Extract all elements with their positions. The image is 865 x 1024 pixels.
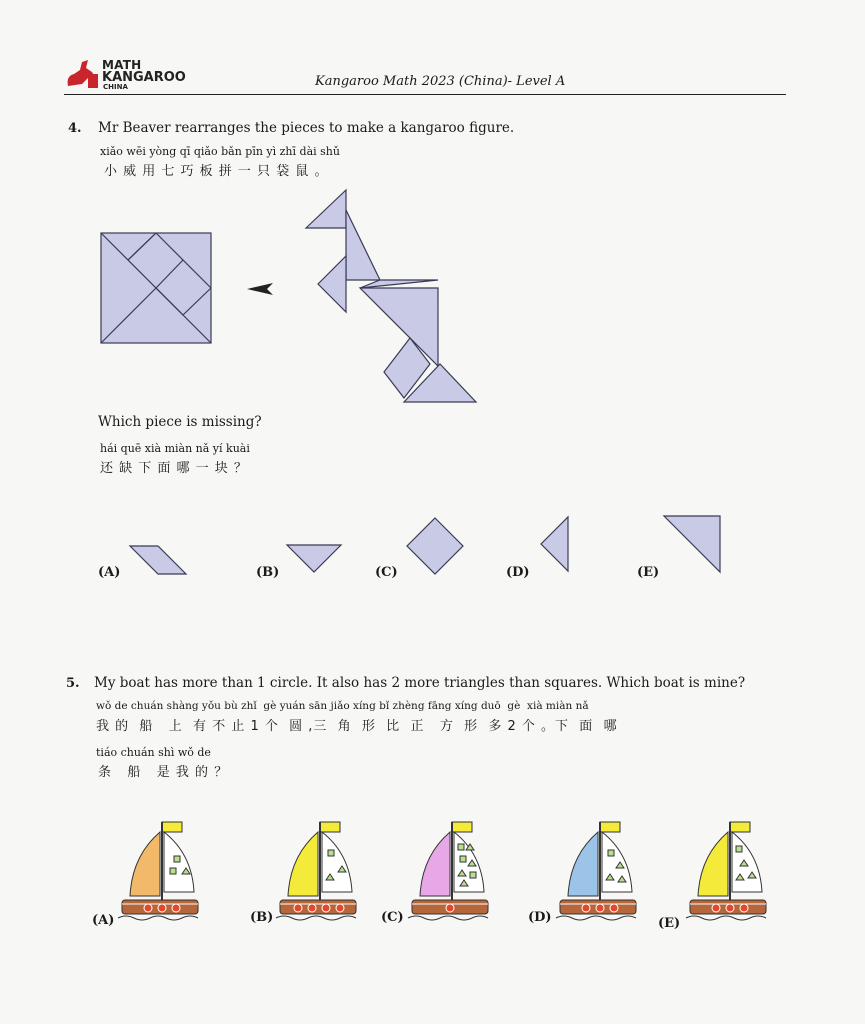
q5-boat-a[interactable] <box>118 820 202 924</box>
question-4-text: Mr Beaver rearranges the pieces to make a kangaroo figure. <box>98 120 515 136</box>
question-5-pinyin-line1: wǒ de chuán shàng yǒu bù zhǐ gè yuán sān jiǎo xíng bǐ zhèng fāng xíng duō gè xià miàn nǎ <box>96 700 589 712</box>
q5-boat-e[interactable] <box>686 820 770 924</box>
logo-text-math: MATH <box>102 58 142 72</box>
q5-option-d-label[interactable]: (D) <box>528 910 552 925</box>
question-5-hanzi-line1: 我 的 船 上 有 不 止 1 个 圆 ,三 角 形 比 正 方 形 多 2 个 。下 面 哪 <box>96 719 618 734</box>
q4-option-d-label[interactable]: (D) <box>506 565 530 580</box>
q4-option-d-triangle[interactable] <box>538 515 574 575</box>
kangaroo-tangram-figure <box>300 188 480 408</box>
q4-option-c-label[interactable]: (C) <box>375 565 398 580</box>
logo-text-kangaroo: KANGAROO <box>102 70 186 85</box>
q4-option-b-triangle[interactable] <box>285 543 345 575</box>
question-5-pinyin-line2: tiáo chuán shì wǒ de <box>96 746 211 759</box>
q5-boat-c[interactable] <box>408 820 492 924</box>
question-5-text: My boat has more than 1 circle. It also has 2 more triangles than squares. Which boat is mine? <box>94 675 746 691</box>
q4-option-a-label[interactable]: (A) <box>98 565 121 580</box>
q4-option-c-square[interactable] <box>405 516 465 576</box>
question-4-hanzi: 小 威 用 七 巧 板 拼 一 只 袋 鼠 。 <box>104 164 329 179</box>
q5-option-a-label[interactable]: (A) <box>92 913 115 928</box>
header-divider <box>64 94 786 95</box>
kangaroo-logo-icon <box>62 56 104 92</box>
page-title: Kangaroo Math 2023 (China)- Level A <box>315 74 566 89</box>
question-4-prompt-pinyin: hái quē xià miàn nǎ yí kuài <box>100 442 250 455</box>
q4-option-e-triangle[interactable] <box>662 514 724 576</box>
question-4-prompt-hanzi: 还 缺 下 面 哪 一 块 ？ <box>100 461 248 476</box>
q5-option-e-label[interactable]: (E) <box>658 916 681 931</box>
question-5-number: 5. <box>66 676 80 691</box>
q4-option-e-label[interactable]: (E) <box>637 565 660 580</box>
q4-option-b-label[interactable]: (B) <box>256 565 280 580</box>
question-4-pinyin: xiǎo wēi yòng qī qiǎo bǎn pīn yì zhī dài shǔ <box>100 145 340 158</box>
q5-option-c-label[interactable]: (C) <box>381 910 404 925</box>
tangram-square-figure <box>100 232 212 344</box>
question-4-prompt: Which piece is missing? <box>98 414 262 430</box>
question-5-hanzi-line2: 条 船 是 我 的 ？ <box>98 765 229 780</box>
question-4-number: 4. <box>68 121 82 136</box>
q5-boat-b[interactable] <box>276 820 360 924</box>
q5-option-b-label[interactable]: (B) <box>250 910 274 925</box>
q4-option-a-parallelogram[interactable] <box>128 544 190 578</box>
arrow-icon <box>245 282 275 296</box>
q5-boat-d[interactable] <box>556 820 640 924</box>
logo-text-china: CHINA <box>103 83 128 91</box>
